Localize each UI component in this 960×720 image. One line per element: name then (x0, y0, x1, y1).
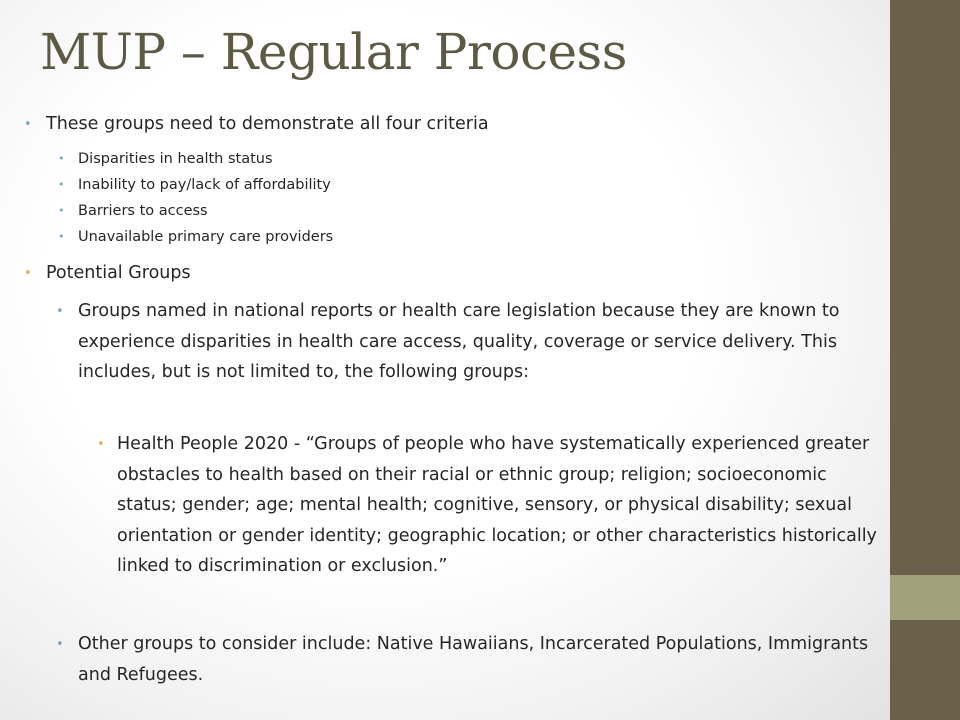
healthy-people-quote: Health People 2020 - “Groups of people who have systematically experienced greater obstacles to health based on their racial or ethnic group; religion; socioeconomic status; gender; age; mental health; cognitive, sensory, or physical disability; sexual orientation or gender identity; geographic location; or other characteristics historically linked to discrimination or exclusion.” (117, 434, 877, 576)
criteria-item (58, 224, 334, 250)
other-groups-text: Other groups to consider include: Native Hawaiians, Incarcerated Populations, Immigrants and Refugees. (78, 634, 869, 685)
bullet-icon: • (56, 637, 64, 652)
criteria-item-text: Barriers to access (78, 203, 208, 219)
bullet-icon: • (58, 178, 65, 191)
bullet-icon: • (58, 204, 65, 217)
accent-bar-bottom (890, 620, 960, 720)
criteria-item (58, 198, 208, 224)
bullet-icon: • (24, 266, 32, 281)
other-groups-item (56, 629, 878, 690)
criteria-item-text: Disparities in health status (78, 151, 273, 167)
bullet-icon: • (24, 117, 32, 132)
criteria-item (58, 146, 273, 172)
criteria-intro-text: These groups need to demonstrate all four criteria (46, 114, 489, 134)
bullet-icon: • (58, 230, 65, 243)
criteria-intro-item (24, 109, 876, 139)
potential-groups-heading: Potential Groups (46, 263, 191, 283)
criteria-item-text: Unavailable primary care providers (78, 229, 334, 245)
bullet-icon: • (97, 437, 105, 452)
accent-bar-dark (890, 0, 960, 575)
potential-groups-heading-item (24, 258, 876, 288)
bullet-icon: • (56, 304, 64, 319)
slide-title: MUP – Regular Process (40, 23, 627, 81)
healthy-people-item (97, 429, 882, 582)
accent-bar-light (890, 575, 960, 620)
criteria-item (58, 172, 331, 198)
named-groups-text: Groups named in national reports or health care legislation because they are known to experience disparities in health care access, quality, coverage or service delivery. This includes, but is not limited to, the following groups: (78, 301, 840, 382)
criteria-item-text: Inability to pay/lack of affordability (78, 177, 331, 193)
named-groups-item (56, 296, 878, 388)
bullet-icon: • (58, 152, 65, 165)
